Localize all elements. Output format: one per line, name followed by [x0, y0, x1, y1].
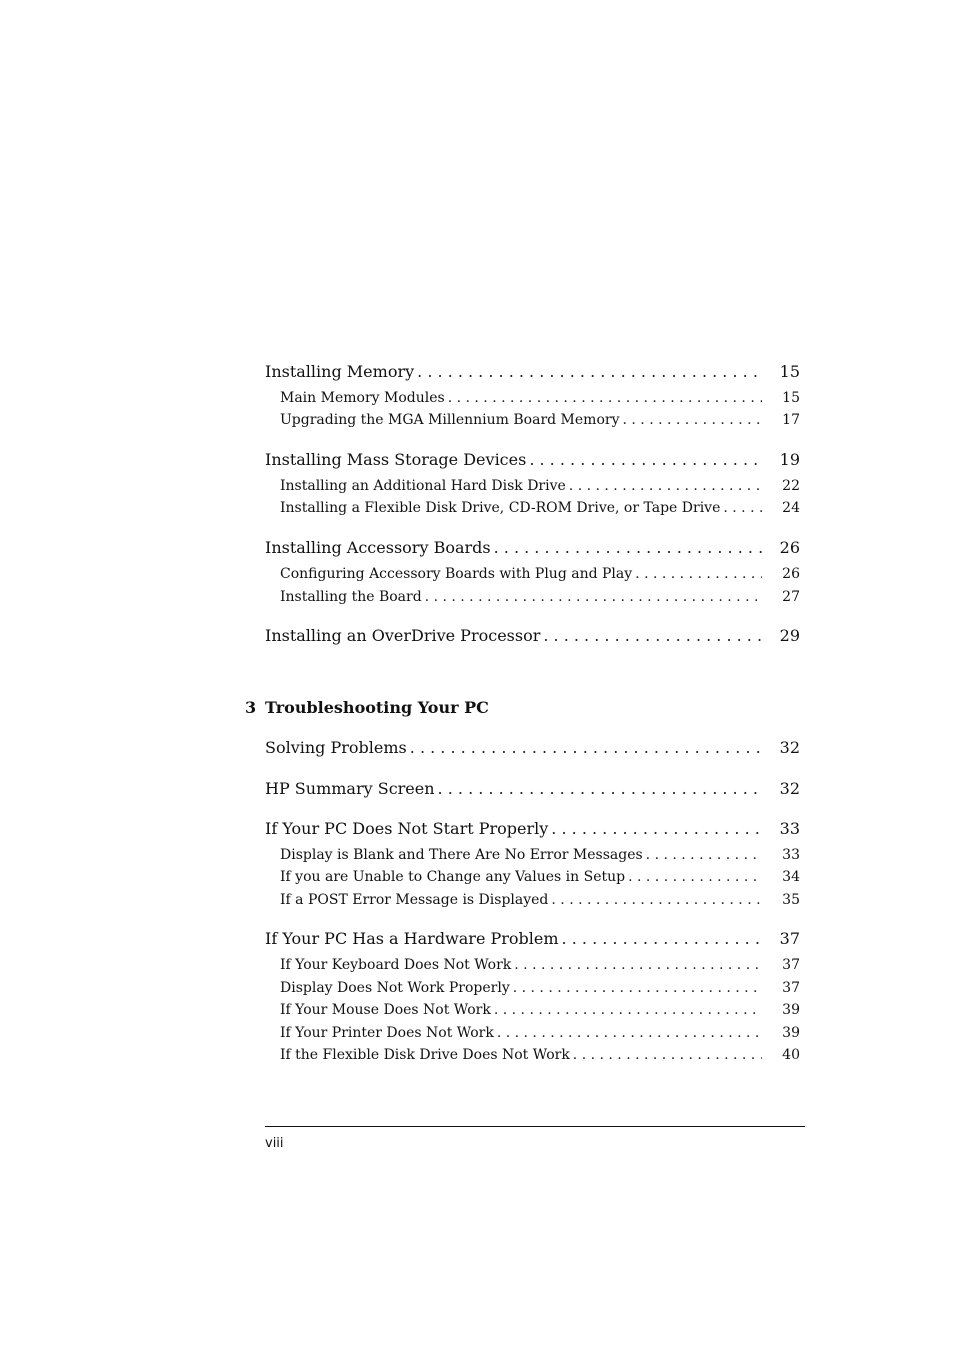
toc-entry	[265, 929, 762, 948]
toc-page-number: 26	[782, 566, 800, 582]
toc-entry-title: Installing an OverDrive Processor	[265, 626, 541, 645]
toc-entry-title: Display Does Not Work Properly	[280, 980, 510, 996]
leader-dots	[425, 589, 762, 605]
toc-entry	[265, 819, 762, 838]
leader-dots	[494, 1002, 762, 1018]
leader-dots	[623, 412, 763, 428]
toc-entry	[265, 362, 762, 381]
toc-entry	[280, 1025, 762, 1041]
toc-entry-title: Upgrading the MGA Millennium Board Memory	[280, 412, 620, 428]
leader-dots	[543, 626, 762, 645]
toc-page-number: 15	[779, 362, 800, 381]
toc-page-number: 39	[782, 1002, 800, 1018]
toc-page-number: 32	[779, 738, 800, 757]
toc-entry	[265, 779, 762, 798]
leader-dots	[514, 957, 762, 973]
toc-entry	[265, 450, 762, 469]
toc-entry-title: Main Memory Modules	[280, 390, 445, 406]
toc-page-number: 17	[782, 412, 800, 428]
toc-page-number: 37	[779, 929, 800, 948]
toc-page-number: 29	[779, 626, 800, 645]
toc-entry	[280, 1002, 762, 1018]
toc-page-number: 22	[782, 478, 800, 494]
leader-dots	[628, 869, 762, 885]
leader-dots	[494, 538, 762, 557]
toc-entry-title: Solving Problems	[265, 738, 407, 757]
toc-entry	[280, 1047, 762, 1063]
footer-rule	[265, 1126, 805, 1127]
toc-entry-title: Installing Mass Storage Devices	[265, 450, 527, 469]
toc-page-number: 39	[782, 1025, 800, 1041]
toc-entry-title: Installing Accessory Boards	[265, 538, 491, 557]
toc-entry-title: Installing Memory	[265, 362, 415, 381]
toc-entry-title: If Your PC Has a Hardware Problem	[265, 929, 559, 948]
leader-dots	[438, 779, 762, 798]
leader-dots	[635, 566, 762, 582]
toc-page-number: 19	[779, 450, 800, 469]
toc-entry	[280, 390, 762, 406]
leader-dots	[551, 892, 762, 908]
leader-dots	[723, 500, 762, 516]
toc-entry	[280, 589, 762, 605]
toc-entry-title: If Your Mouse Does Not Work	[280, 1002, 491, 1018]
toc-page-number: 34	[782, 869, 800, 885]
toc-entry-title: If a POST Error Message is Displayed	[280, 892, 549, 908]
toc-entry-title: Display is Blank and There Are No Error Messages	[280, 847, 643, 863]
toc-page-number: 27	[782, 589, 800, 605]
toc-page-number: 37	[782, 980, 800, 996]
leader-dots	[646, 847, 762, 863]
leader-dots	[513, 980, 762, 996]
toc-entry-title: Installing an Additional Hard Disk Drive	[280, 478, 566, 494]
toc-entry	[280, 412, 762, 428]
toc-entry-title: If the Flexible Disk Drive Does Not Work	[280, 1047, 570, 1063]
leader-dots	[569, 478, 762, 494]
toc-entry	[265, 626, 762, 645]
toc-entry-title: HP Summary Screen	[265, 779, 435, 798]
toc-entry	[265, 538, 762, 557]
leader-dots	[497, 1025, 762, 1041]
leader-dots	[417, 362, 762, 381]
toc-page-number: 33	[779, 819, 800, 838]
page-folio: viii	[265, 1136, 284, 1151]
toc-page-number: 40	[782, 1047, 800, 1063]
toc-entry	[265, 738, 762, 757]
toc-entry	[280, 869, 762, 885]
toc-entry-title: If Your Keyboard Does Not Work	[280, 957, 512, 973]
toc-entry	[280, 847, 762, 863]
toc-entry	[280, 892, 762, 908]
toc-page-number: 33	[782, 847, 800, 863]
toc-entry	[280, 980, 762, 996]
toc-page-number: 32	[779, 779, 800, 798]
toc-page-number: 24	[782, 500, 800, 516]
toc-entry-title: Installing a Flexible Disk Drive, CD-ROM Drive, or Tape Drive	[280, 500, 721, 516]
toc-entry-title: Installing the Board	[280, 589, 422, 605]
chapter-title: Troubleshooting Your PC	[265, 698, 489, 717]
leader-dots	[573, 1047, 762, 1063]
toc-page-number: 35	[782, 892, 800, 908]
toc-entry-title: Configuring Accessory Boards with Plug and Play	[280, 566, 633, 582]
leader-dots	[448, 390, 762, 406]
toc-entry	[280, 957, 762, 973]
toc-entry	[280, 500, 762, 516]
toc-entry	[280, 566, 762, 582]
toc-page-number: 26	[779, 538, 800, 557]
toc-entry-title: If Your Printer Does Not Work	[280, 1025, 494, 1041]
chapter-number: 3	[245, 698, 257, 717]
toc-entry	[280, 478, 762, 494]
toc-entry-title: If Your PC Does Not Start Properly	[265, 819, 549, 838]
toc-page-number: 37	[782, 957, 800, 973]
leader-dots	[551, 819, 762, 838]
leader-dots	[529, 450, 762, 469]
toc-page-number: 15	[782, 390, 800, 406]
leader-dots	[562, 929, 762, 948]
leader-dots	[410, 738, 762, 757]
toc-entry-title: If you are Unable to Change any Values in Setup	[280, 869, 626, 885]
